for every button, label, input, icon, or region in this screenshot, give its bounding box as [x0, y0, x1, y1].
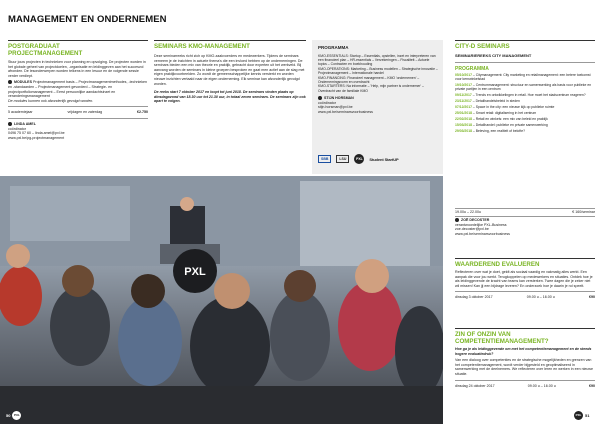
lsu-logo: LSU: [336, 155, 349, 163]
box-item: KMO-OPERATIONS: Marketing – Business modellen – Strategische innovatie – Projectmanagement – Internationale handel: [318, 66, 438, 76]
pg-title-2: PROJECTMANAGEMENT: [8, 50, 83, 57]
city-program-label: PROGRAMMA: [455, 65, 489, 72]
zin-body: Van een dialoog over competenties en de strategische mogelijkheden en grenzen van het competentiemanagement, wordt verder bijgesteld en geoptimaliseerd in samenwerking met de deelnemers. We reflecteren over leren en werken in een nieuwe situatie.: [455, 358, 593, 376]
pxl-logo-right: PXL: [574, 411, 583, 420]
pg-web-link[interactable]: www.pxl.be/pg-projectmanagement: [8, 135, 65, 140]
pg-modules: MODULES Projectmanagement basis – Projectmanagementmethodes, -technieken en -standaarden – Projectmanagement gevorderd – Strategie- en projectportfoliomanagement – Eerst persoonlijke aandachtsinzet en veranderingsmanagement: [8, 80, 148, 99]
waard-date-row: dinsdag 3 oktober 2017 09.00 u – 16.00 u €90: [455, 295, 595, 300]
zin-date-row: dinsdag 24 oktober 2017 09.00 u – 16.00 u €90: [455, 383, 595, 388]
modules-icon: [8, 80, 12, 84]
main-title: MANAGEMENT EN ONDERNEMEN: [8, 14, 167, 25]
sbb-logo: SBB: [318, 155, 331, 163]
pxl-logo: PXL: [354, 154, 364, 164]
contact-icon: [455, 218, 459, 222]
pg-modules-note: De modules kunnen ook afzonderlijk gevolgd worden.: [8, 98, 94, 103]
startup-logo: Student StartUP: [369, 156, 399, 162]
footer-right: [574, 411, 589, 420]
program-box: PROGRAMMA KMO-ESSENTIALS: Startup – Essentials, opstellen, inzet en interpreteren van een financieel plan – HR-essentials – Verzekeringen – Fiscaliteit – Actuele topics – Contracten en boekhouding KMO-OPERATIONS: Marketing – Business modellen – Strategische innovatie – Projectmanagement – Internationale handel KMO-FINANCING: Financieel management – KMO 'ondernemen' – Ondernemingsvorm en overdracht KMO-STARTERS: Na informatie – 'Help, mijn partner is ondernemer' – Overdracht van de familiale KMO STIJN HORSMAN coördinator stijn.horsman@pxl.be www.pxl.be/seminarsvoorbusiness SBB LSU PXL Student StartUP: [312, 40, 443, 174]
city-contact: ZOË DECOSTER verantwoordelijke PXL-Business zoe.decoster@pxl.be www.pxl.be/seminarsvoorbusiness: [455, 218, 595, 236]
pxl-banner-text: PXL: [184, 266, 206, 278]
city-web-link[interactable]: www.pxl.be/seminarsvoorbusiness: [455, 231, 510, 236]
list-item: 19/10/2017 – Centrummanagement: structuur en samenwerking als basis voor publieke en private partijen in een centrum: [455, 82, 592, 92]
zin-title-1: ZIN OF ONZIN VAN: [455, 328, 595, 338]
contact-icon: [318, 96, 322, 100]
col-postgraduaat: [8, 40, 148, 140]
city-subtitle: SEMINARIEREEKS CITY MANAGEMENT: [455, 53, 532, 58]
footer-left: [6, 411, 21, 420]
pg-title-1: POSTGRADUAAT: [8, 43, 60, 50]
photo-scene: [0, 176, 443, 424]
contact-icon: [8, 122, 12, 126]
box-web-link[interactable]: www.pxl.be/seminarsvoorbusiness: [318, 110, 373, 115]
classroom-photo: [0, 176, 443, 424]
zin-title-2: COMPETENTIEMANAGEMENT?: [455, 338, 549, 345]
waarderend-section: [455, 258, 595, 300]
pxl-logo-left: PXL: [12, 411, 21, 420]
box-item: KMO-ESSENTIALS: Startup – Essentials, opstellen, inzet en interpreteren van een financieel plan – HR-essentials – Verzekeringen – Fiscaliteit – Actuele topics – Contracten en boekhouding: [318, 53, 436, 67]
waard-body: Reflecteren over wat je doet, geldt als sociaal vaardig en vakmatig alles werkt. Een aanpak die voor jou werkt. Terugkoppelen op medewerkers en situaties. Ontdek hoe je als leidinggevende de kracht van teams kan versterken. Twee dagen die je zeker niet wil missen! Kan jij een bijdrage leveren? En onderzoek hoe je daarin je rol speelt.: [455, 270, 593, 288]
page-number-left: 50: [6, 413, 11, 418]
pg-price-row: 5 academiejaar vrijdagen en zaterdag €2.750: [8, 110, 148, 115]
zin-question: Hoe ga je als leidinggevende om met het competentiemanagement en de steeds hogere evaluatiedruk?: [455, 347, 592, 356]
program-list: [455, 73, 595, 133]
list-item: 29/03/2018 – Beleving, een realiteit of belofte?: [455, 128, 525, 133]
kmo-title: SEMINARS KMO-MANAGEMENT: [154, 43, 250, 50]
kmo-dates-note: De reeks start 7 oktober 2017 en loopt tot juni 2018. De seminars vinden plaats op dinsdagavond van 18.30 uur tot 21.30 uur, in totaal zeven seminars. De seminars zijn ook apart te volgen.: [154, 90, 306, 104]
city-title: CITY-D SEMINARS: [455, 40, 595, 50]
list-item: 07/12/2017 – Space in the city: een nieuwe kijk op publieke ruimte: [455, 105, 555, 110]
kmo-body: Deze seminarreeks richt zich op KMO-zaakvoerders en medewerkers. Tijdens de seminars verneem je de inzichten in actuele thema's die een invloed hebben op de ondernemingen. De seminars bieden een mix van theorie en praktijk, gebracht door experten uit het werkveld. Bij aanvang worden de seminars in kleine groepen besproken en gaat men actief aan de slag met eigen praktijkvoorbeelden. Zo wordt de gemeenschappelijke kennis versterkt en worden nieuwe inzichten vertaald naar de eigen onderneming. Elk seminar kan afzonderlijk gevolgd worden.: [154, 54, 305, 86]
list-item: 09/11/2017 – Trends en ontwikkelingen in retail. Hoe moet het stadscentrum reageren?: [455, 93, 586, 98]
list-item: 22/02/2018 – Retail en winkels: een mix van beleid en praktijk: [455, 116, 548, 121]
box-title: PROGRAMMA: [318, 45, 349, 50]
list-item: 25/01/2018 – Smart retail: digitalisering in het centrum: [455, 110, 537, 115]
list-item: 05/10/2017 – Citymanagement: City marketing en retailmanagement: een betere toekomst voor kernwinkelstad: [455, 72, 591, 81]
page-number-right: 51: [585, 413, 590, 418]
city-schedule-row: 19.00u – 22.00u € 160/seminar: [455, 208, 595, 217]
zin-section: [455, 328, 595, 388]
list-item: 23/11/2017 – Detailhandelsbeleid in steden: [455, 99, 520, 104]
box-item: KMO-STARTERS: Na informatie – 'Help, mijn partner is ondernemer' – Overdracht van de familiale KMO: [318, 84, 424, 93]
col-city-d: [455, 40, 595, 133]
col-seminars-kmo: [154, 40, 306, 104]
box-item: KMO-FINANCING: Financieel management – KMO 'ondernemen' – Ondernemingsvorm en overdracht: [318, 75, 420, 85]
waard-title: WAARDEREND EVALUEREN: [455, 258, 595, 268]
pg-contact: LINDA AMEL coördinator 0496 75 07 60 – linda.amel@pxl.be www.pxl.be/pg-projectmanagement: [8, 122, 148, 140]
pg-intro: Stuur jouw projecten in technieken voor planning en opvolging. De projecten worden in het globale geheel van projectdoelen, -organisatie en leidinggeven aan het succesvol afronden. De lesonderwerpen worden telkens in een lesuur en de volgende sessie verder verdiept.: [8, 60, 146, 78]
list-item: 15/03/2018 – Detailhandel: publieke en private samenwerking: [455, 122, 548, 127]
